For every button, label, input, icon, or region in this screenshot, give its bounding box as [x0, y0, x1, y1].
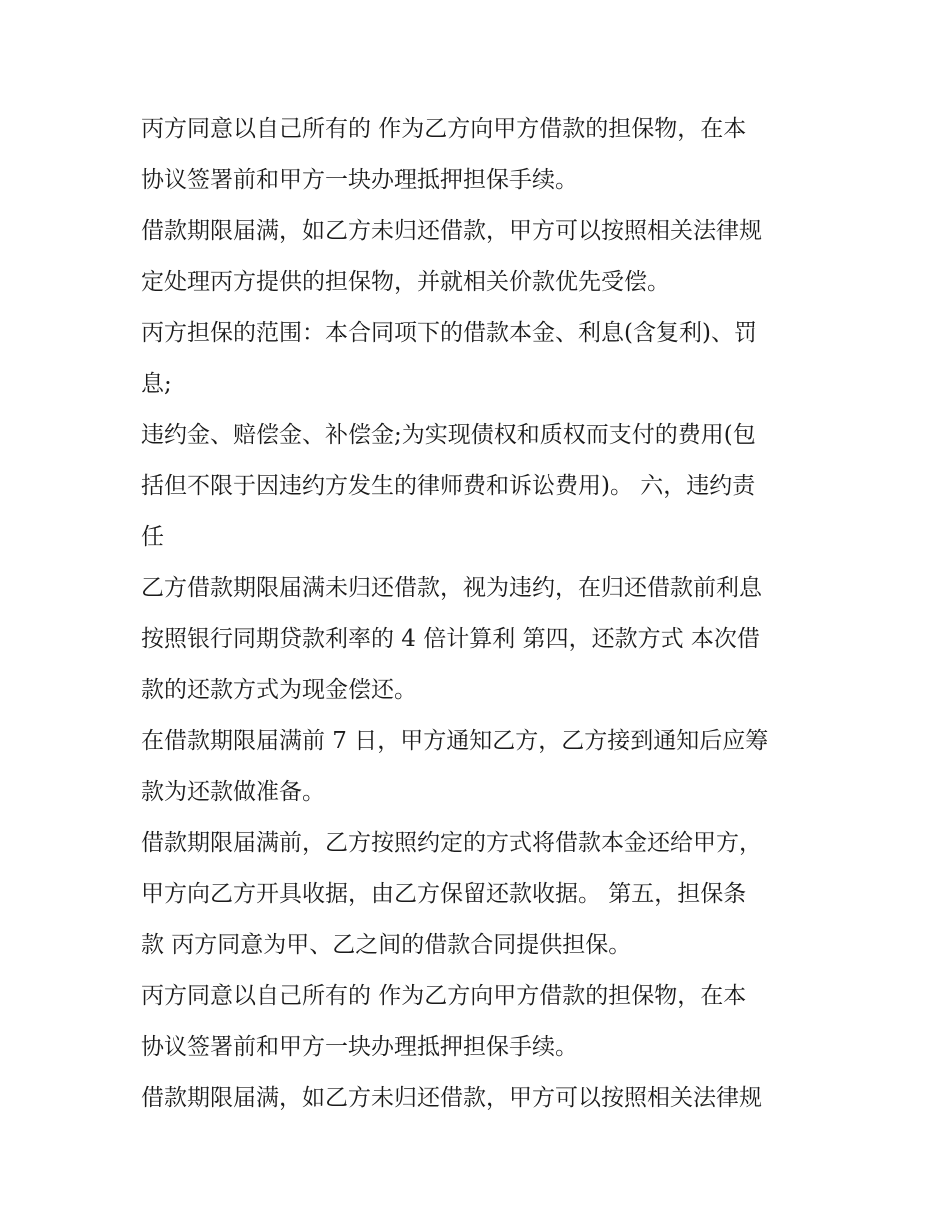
- text-line: 甲方向乙方开具收据，由乙方保留还款收据。 第五，担保条: [141, 881, 747, 907]
- text-line: 丙方同意以自己所有的 作为乙方向甲方借款的担保物，在本: [141, 983, 747, 1009]
- text-line: 借款期限届满前，乙方按照约定的方式将借款本金还给甲方，: [141, 830, 762, 856]
- text-line: 款为还款做准备。: [141, 779, 325, 805]
- text-line: 定处理丙方提供的担保物，并就相关价款优先受偿。: [141, 269, 670, 295]
- text-line: 协议签署前和甲方一块办理抵押担保手续。: [141, 1034, 578, 1060]
- text-line: 括但不限于因违约方发生的律师费和诉讼费用)。 六，违约责: [141, 473, 756, 499]
- text-line: 按照银行同期贷款利率的 4 倍计算利 第四，还款方式 本次借: [141, 626, 760, 652]
- document-body: [141, 104, 821, 1124]
- text-line: 款 丙方同意为甲、乙之间的借款合同提供担保。: [141, 932, 632, 958]
- text-line: 丙方同意以自己所有的 作为乙方向甲方借款的担保物，在本: [141, 116, 747, 142]
- text-line: 息;: [141, 371, 172, 397]
- text-line: 借款期限届满，如乙方未归还借款，甲方可以按照相关法律规: [141, 218, 762, 244]
- text-line: 违约金、赔偿金、补偿金;为实现债权和质权而支付的费用(包: [141, 422, 756, 448]
- text-line: 乙方借款期限届满未归还借款，视为违约，在归还借款前利息: [141, 575, 762, 601]
- text-line: 在借款期限届满前 7 日，甲方通知乙方，乙方接到通知后应筹: [141, 728, 769, 754]
- text-line: 借款期限届满，如乙方未归还借款，甲方可以按照相关法律规: [141, 1085, 762, 1111]
- text-line: 协议签署前和甲方一块办理抵押担保手续。: [141, 167, 578, 193]
- text-line: 任: [141, 524, 164, 550]
- text-line: 丙方担保的范围：本合同项下的借款本金、利息(含复利)、罚: [141, 320, 757, 346]
- text-line: 款的还款方式为现金偿还。: [141, 677, 417, 703]
